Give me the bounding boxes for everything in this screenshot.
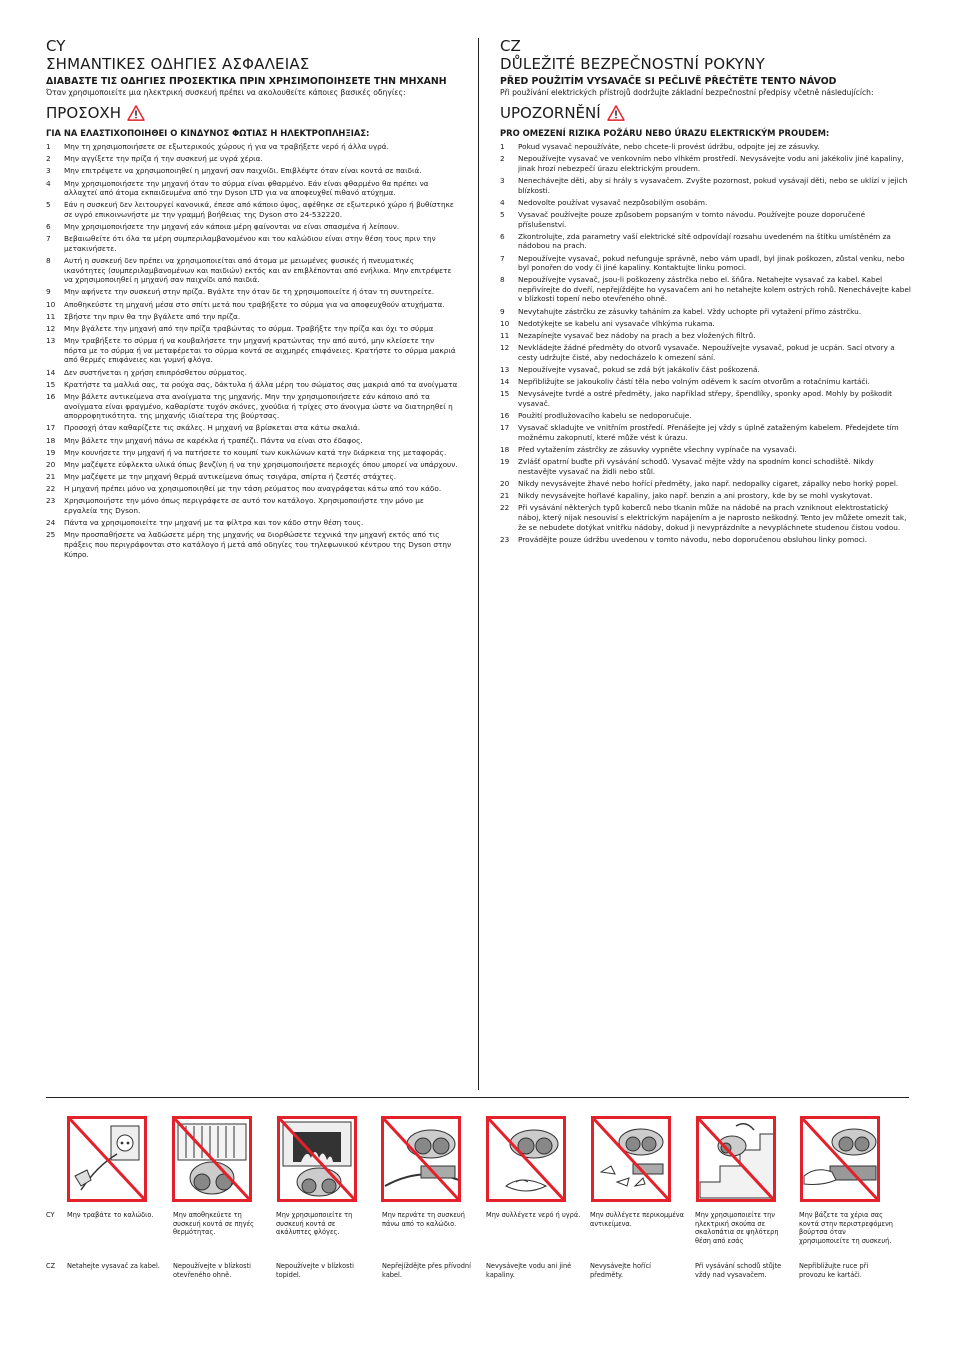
item-number: 2 xyxy=(500,154,505,164)
item-text: Εάν η συσκευή δεν λειτουργεί κανονικά, έπεσε από κάποιο ύψος, αφέθηκε σε εξωτερικό χώρο ή βυθίστηκε σε υγρό επικοινωνήστε με την γραμμή βοήθειας της Dyson στο 24-532220. xyxy=(64,200,454,219)
item-text: Προσοχή όταν καθαρίζετε τις σκάλες. Η μηχανή να βρίσκεται στα κάτω σκαλιά. xyxy=(64,423,361,433)
list-item xyxy=(46,154,458,164)
item-number: 15 xyxy=(500,389,510,399)
list-item xyxy=(500,343,912,362)
item-text: Μην βάλετε αντικείμενα στα ανοίγματα της μηχανής. Μην την χρησιμοποιήσετε εάν κάποιο από τα ανοίγματα είναι φραγμένο, καθαρίστε τυχόν σκόνες, χνούδια ή τρίχες στο άνοιγμα ώστε να διατηρηθεί η απορροφητικότητα. της μηχανής ιδιαίτερα της βούρτσας. xyxy=(64,391,453,421)
icon-caption: Nepřibližujte ruce při provozu ke kartáči. xyxy=(799,1262,869,1279)
list-item xyxy=(46,392,458,421)
item-text: Μην τραβήξετε το σύρμα ή να κουβαλήσετε την μηχανή κρατώντας την από αυτό, μην κλείσετε την πόρτα με το σύρμα ή να μεταφέρεται το σύρμα κοντά σε αιχμηρές επιφάνειες. Κρατήστε το σύρμα μακριά από θερμές επιφάνειες και γυμνή φλόγα. xyxy=(64,336,456,365)
column-divider xyxy=(478,38,479,1090)
item-number: 17 xyxy=(500,423,510,433)
item-number: 11 xyxy=(500,331,510,341)
no-use-near-fire-icon xyxy=(277,1116,357,1202)
list-item xyxy=(500,319,912,329)
item-number: 17 xyxy=(46,423,56,433)
item-number: 7 xyxy=(46,234,51,244)
list-item xyxy=(46,324,458,334)
list-item xyxy=(500,445,912,455)
section-subtitle: ΔΙΑΒΑΣΤΕ ΤΙΣ ΟΔΗΓΙΕΣ ΠΡΟΣΕΚΤΙΚΑ ΠΡΙΝ ΧΡΗΣΙΜΟΠΟΙΗΣΕΤΕ ΤΗΝ ΜΗΧΑΝΗ xyxy=(46,76,447,87)
item-number: 13 xyxy=(500,365,510,374)
list-item xyxy=(46,256,458,285)
item-number: 23 xyxy=(46,496,56,506)
item-number: 9 xyxy=(46,287,51,297)
item-number: 8 xyxy=(46,256,51,266)
item-number: 4 xyxy=(500,197,505,207)
item-number: 4 xyxy=(46,178,51,188)
intro-text: Όταν χρησιμοποιείτε μια ηλεκτρική συσκευή πρέπει να ακολουθείτε κάποιες βασικές οδηγίες: xyxy=(46,88,406,97)
icon-caption: Μην τραβάτε το καλώδιο. xyxy=(67,1211,154,1219)
item-text: Zvlášť opatrní buďte při vysávání schodů. Vysavač mějte vždy na spodním konci schodiště. Nikdy nestavějte vysavač na židli nebo stůl. xyxy=(518,457,874,476)
item-text: Μην μαζέψετε με την μηχανή θερμά αντικείμενα όπως τσιγάρα, σπίρτα ή ζεστές στάχτες. xyxy=(64,472,397,482)
section-divider xyxy=(46,1097,909,1098)
item-number: 6 xyxy=(46,222,51,232)
warning-label: UPOZORNĚNÍ xyxy=(500,104,601,122)
icon-caption: Netahejte vysavač za kabel. xyxy=(67,1262,160,1270)
caption-language-code: CZ xyxy=(46,1262,56,1270)
icon-caption: Nevysávejte hořící předměty. xyxy=(590,1262,652,1279)
list-item xyxy=(500,198,912,208)
warning-heading xyxy=(46,104,458,122)
list-item xyxy=(46,336,458,365)
item-text: Před vytažením zástrčky ze zásuvky vypněte všechny vypínače na vysavači. xyxy=(518,445,797,455)
item-text: Αυτή η συσκευή δεν πρέπει να χρησιμοποιείται από άτομα με μειωμένες φυσικές ή πνευματικές ικανότητες (συμπεριλαμβανομένων και παιδιών) εκτός και αν επιβλέπονται από ενήλικα. Μην επιτρέψετε να χρησιμοποιηθεί η μηχανή σαν παιχνίδι από παιδιά. xyxy=(64,256,452,285)
item-number: 1 xyxy=(500,142,505,151)
item-text: Nikdy nevysávejte hořlavé kapaliny, jako např. benzin a ani prostory, kde by se mohl vyskytovat. xyxy=(518,491,873,501)
item-number: 22 xyxy=(500,503,510,513)
list-item xyxy=(500,232,912,251)
list-item xyxy=(46,484,458,494)
item-number: 1 xyxy=(46,142,51,151)
list-item xyxy=(500,377,912,387)
item-text: Vysavač používejte pouze způsobem popsaným v tomto návodu. Používejte pouze doporučené příslušenství. xyxy=(518,209,866,229)
item-text: Κρατήστε τα μαλλιά σας, τα ρούχα σας, δάκτυλα ή άλλα μέρη του σώματος σας μακριά από τα ανοίγματα xyxy=(64,379,458,389)
item-number: 10 xyxy=(46,299,56,309)
item-text: Σβήστε την πριν θα την βγάλετε από την πρίζα. xyxy=(64,311,241,321)
list-item xyxy=(46,448,458,458)
item-number: 20 xyxy=(46,459,56,469)
item-number: 12 xyxy=(46,324,56,334)
list-item xyxy=(500,457,912,476)
list-item xyxy=(46,300,458,310)
list-item xyxy=(500,154,912,173)
item-number: 22 xyxy=(46,484,56,494)
icon-caption: Μην χρησιμοποιείτε τη συσκευή κοντά σε ακάλυπτες φλόγες. xyxy=(276,1211,353,1237)
item-number: 9 xyxy=(500,306,505,316)
section-subtitle: PŘED POUŽITÍM VYSAVAČE SI PEČLIVĚ PŘEČTĚTE TENTO NÁVOD xyxy=(500,76,837,87)
list-item xyxy=(46,460,458,470)
caption-language-code: CY xyxy=(46,1211,55,1219)
list-item xyxy=(46,312,458,322)
item-number: 24 xyxy=(46,518,56,528)
item-number: 25 xyxy=(46,530,56,540)
item-text: Provádějte pouze údržbu uvedenou v tomto návodu, nebo doporučenou obsluhou linky pomoci. xyxy=(518,534,868,544)
item-text: Δεν συστήνεται η χρήση επιπρόσθετου σύρματος. xyxy=(64,367,247,377)
item-text: Μην κουνήσετε την μηχανή ή να πατήσετε το κουμπί των κυκλώνων κατά την διάρκεια της μεταφοράς. xyxy=(64,447,447,457)
item-number: 3 xyxy=(500,175,505,185)
item-text: Μην χρησιμοποιήσετε την μηχανή όταν το σύρμα είναι φθαρμένο. Εάν είναι φθαρμένο θα πρέπει να αλλαχτεί από άτομα εκπαιδευμένα από την Dyson LTD για να αποφευχθεί πιθανό ατύχημα. xyxy=(64,178,429,198)
item-number: 7 xyxy=(500,253,505,263)
czech-section xyxy=(500,38,912,547)
safety-list xyxy=(500,142,912,544)
item-text: Μην τη χρησιμοποιήσετε σε εξωτερικούς χώρους ή για να τραβήξετε νερό ή άλλα υγρά. xyxy=(64,142,389,151)
item-text: Μην επιτρέψετε να χρησιμοποιηθεί η μηχανή σαν παιχνίδι. Επιβλέψτε όταν είναι κοντά σε παιδιά. xyxy=(64,166,422,176)
list-item xyxy=(46,380,458,390)
list-item xyxy=(500,331,912,341)
list-item xyxy=(500,389,912,408)
list-item xyxy=(500,503,912,532)
section-title: ΣΗΜΑΝΤΙΚΕΣ ΟΔΗΓΙΕΣ ΑΣΦΑΛΕΙΑΣ xyxy=(46,55,310,73)
item-number: 10 xyxy=(500,318,510,328)
list-item xyxy=(46,496,458,515)
list-item xyxy=(46,142,458,152)
item-number: 12 xyxy=(500,343,510,353)
item-number: 5 xyxy=(500,209,505,219)
list-item xyxy=(46,234,458,253)
language-code: CY xyxy=(46,37,66,55)
item-text: Nikdy nevysávejte žhavé nebo hořící předměty, jako např. nedopalky cigaret, zápalky nebo horký popel. xyxy=(518,479,899,489)
intro-text: Při používání elektrických přístrojů dodržujte základní bezpečnostní předpisy včetně následujících: xyxy=(500,88,874,97)
icon-caption: Nevysávejte vodu ani jiné kapaliny. xyxy=(486,1262,572,1279)
icon-caption: Μην χρησιμοποιείτε την ηλεκτρική σκούπα σε σκαλοπάτια σε ψηλότερη θέση από εσάς xyxy=(695,1211,779,1245)
greek-section xyxy=(46,38,458,562)
item-number: 13 xyxy=(46,336,56,346)
item-number: 5 xyxy=(46,200,51,210)
icon-caption: Μην συλλέγετε περικομμένα αντικείμενα. xyxy=(590,1211,684,1228)
item-number: 21 xyxy=(500,491,510,501)
list-item xyxy=(46,166,458,176)
item-text: Použití prodlužovacího kabelu se nedoporučuje. xyxy=(518,411,692,421)
warning-triangle-icon xyxy=(607,105,625,121)
language-code: CZ xyxy=(500,37,521,55)
list-item xyxy=(46,436,458,446)
item-number: 18 xyxy=(500,445,510,455)
list-item xyxy=(500,210,912,229)
icon-caption: Μην συλλέγετε νερό ή υγρά. xyxy=(486,1211,581,1219)
item-number: 21 xyxy=(46,472,56,482)
warning-heading xyxy=(500,104,912,122)
list-item xyxy=(46,179,458,198)
icon-caption: Μην περνάτε τη συσκευή πάνω από το καλώδιο. xyxy=(382,1211,465,1228)
icon-caption: Při vysávání schodů stůjte vždy nad vysavačem. xyxy=(695,1262,782,1279)
item-text: Nedotýkejte se kabelu ani vysavače vlhkýma rukama. xyxy=(518,318,715,328)
item-text: Nepřibližujte se jakoukoliv částí těla nebo volným oděvem k sacím otvorům a rotačnímu kartáči. xyxy=(518,377,870,387)
item-text: Zkontrolujte, zda parametry vaší elektrické sítě odpovídají rozsahu uvedeném na štítku umístěném za nádobou na prach. xyxy=(518,231,891,251)
icon-caption: Μην βάζετε τα χέρια σας κοντά στην περιστρεφόμενη βούρτσα όταν χρησιμοποιείτε τη συσκευή. xyxy=(799,1211,893,1245)
item-text: Βεβαιωθείτε ότι όλα τα μέρη συμπεριλαμβανομένου και του καλώδιου είναι στην θέση τους πριν την μετακινήσετε. xyxy=(64,234,436,253)
item-number: 15 xyxy=(46,379,56,389)
item-text: Nevkládejte žádné předměty do otvorů vysavače. Nepoužívejte vysavač, pokud je ucpán. Sací otvory a cesty udržujte čisté, aby nedocházelo k omezení sání. xyxy=(518,343,895,362)
item-text: Nezapínejte vysavač bez nádoby na prach a bez vložených filtrů. xyxy=(518,331,756,341)
item-text: Nenechávejte děti, aby si hrály s vysavačem. Zvyšte pozornost, pokud vysávají děti, nebo se uklízí v jejich blízkosti. xyxy=(518,175,908,195)
list-item xyxy=(500,307,912,317)
warning-subheading: ΓΙΑ ΝΑ ΕΛΑΣΤΙΧΟΠΟΙΗΘΕΙ Ο ΚΙΝΔΥΝΟΣ ΦΩΤΙΑΣ Η ΗΛΕΚΤΡΟΠΛΗΞΙΑΣ: xyxy=(46,128,370,138)
icon-caption: Nepřejíždějte přes přívodní kabel. xyxy=(382,1262,471,1279)
item-text: Nepoužívejte vysavač, pokud se zdá být jakákoliv část poškozená. xyxy=(518,365,760,374)
item-text: Μην μαζέψετε εύφλεκτα υλικά όπως βενζίνη ή να την χρησιμοποιήσετε περιοχές όπου μπορεί να υπάρχουν. xyxy=(64,459,458,469)
item-text: Pokud vysavač nepoužíváte, nebo chcete-li provést údržbu, odpojte jej ze zásuvky. xyxy=(518,142,820,151)
no-pull-plug-by-cord-icon xyxy=(67,1116,147,1202)
list-item xyxy=(500,365,912,375)
section-title: DŮLEŽITÉ BEZPEČNOSTNÍ POKYNY xyxy=(500,55,765,73)
item-text: Nepoužívejte vysavač, pokud nefunguje správně, nebo vám upadl, byl jinak poškozen, zůstal venku, nebo byl ponořen do vody či jiné kapaliny. Kontaktujte linku pomoci. xyxy=(518,253,905,273)
no-use-near-heater-icon xyxy=(172,1116,252,1202)
item-text: Πάντα να χρησιμοποιείτε την μηχανή με τα φίλτρα και τον κάδο στην θέση τους. xyxy=(64,518,364,528)
item-text: Při vysávání některých typů koberců nebo tkanin může na nádobě na prach vzniknout elektrostatický náboj, který nijak nesouvisí s elektrickým napájením a je naprosto neškodný. Tento jev můžete omezit tak, že se nebudete dotýkat vnitřku nádoby, dokud ji nevyprázdníte a nevypláchnete studenou čistou vodou. xyxy=(518,503,907,532)
prohibition-icons-row xyxy=(67,1116,912,1206)
item-number: 20 xyxy=(500,479,510,489)
no-hands-near-brushbar-icon xyxy=(800,1116,880,1202)
item-text: Μην προσπαθήσετε να λαδώσετε μέρη της μηχανής να διορθώσετε τεχνικά την μηχανή εκτός από τις πράξεις που περιγράφονται στο κατάλογο ή μετά από οδηγίες του τηλεφωνικού κέντρου της Dyson στην Κύπρο. xyxy=(64,530,452,559)
list-item xyxy=(500,176,912,195)
no-machine-above-on-stairs-icon xyxy=(696,1116,776,1202)
list-item xyxy=(500,275,912,304)
list-item xyxy=(46,287,458,297)
item-number: 16 xyxy=(46,391,56,401)
icon-caption: Nepoužívejte v blízkosti topidel. xyxy=(276,1262,354,1279)
item-text: Μην βγάλετε την μηχανή από την πρίζα τραβώντας το σύρμα. Τραβήξτε την πρίζα και όχι το σύρμα xyxy=(64,324,434,334)
item-text: Nevytahujte zástrčku ze zásuvky taháním za kabel. Vždy uchopte při vytažení přímo zástrčku. xyxy=(518,306,862,316)
item-text: Nedovolte používat vysavač nezpůsobilým osobám. xyxy=(518,197,708,207)
no-pick-up-sharp-objects-icon xyxy=(591,1116,671,1202)
item-number: 3 xyxy=(46,166,51,176)
item-number: 2 xyxy=(46,154,51,164)
item-text: Μην αγγίξετε την πρίζα ή την συσκευή με υγρά χέρια. xyxy=(64,154,263,164)
item-text: Μην αφήνετε την συσκευή στην πρίζα. Βγάλτε την όταν δε τη χρησιμοποιείτε ή όταν τη συντηρείτε. xyxy=(64,287,435,297)
warning-label: ΠΡΟΣΟΧΗ xyxy=(46,104,121,122)
item-number: 18 xyxy=(46,435,56,445)
item-number: 14 xyxy=(500,377,510,387)
icon-caption: Nepoužívejte v blízkosti otevřeného ohně. xyxy=(173,1262,251,1279)
item-number: 19 xyxy=(46,447,56,457)
item-number: 23 xyxy=(500,534,510,544)
item-number: 11 xyxy=(46,311,56,321)
list-item xyxy=(46,222,458,232)
item-text: Χρησιμοποιήστε την μόνο όπως περιγράφετε σε αυτό τον κατάλογο. Χρησιμοποιήστε την μόνο με εργαλεία της Dyson. xyxy=(64,496,424,516)
list-item xyxy=(46,200,458,219)
list-item xyxy=(500,535,912,545)
item-text: Nepoužívejte vysavač, jsou-li poškozeny zástrčka nebo el. šňůra. Netahejte vysavač za kabel. Kabel nepřivírejte do dveří, nepřejíždějte ho vysavačem ani ho netahejte kolem ostrých rohů. Nenechávejte kabel v blízkosti topení nebo otevřeného ohně. xyxy=(518,275,911,304)
item-text: Αποθηκεύστε τη μηχανή μέσα στο σπίτι μετά που τραβήξετε το σύρμα για να αποφευχθούν ατυχήματα. xyxy=(64,299,445,309)
list-item xyxy=(46,423,458,433)
list-item xyxy=(46,368,458,378)
item-text: Η μηχανή πρέπει μόνο να χρησιμοποιηθεί με την τάση ρεύματος που αναγράφεται κάτω από τον κάδο. xyxy=(64,484,442,494)
list-item xyxy=(500,411,912,421)
no-run-over-cord-icon xyxy=(381,1116,461,1202)
item-text: Vysavač skladujte ve vnitřním prostředí. Přenášejte jej vždy s úplně zataženým kabelem. Předejdete tím možnému zakopnutí, které může vést k úrazu. xyxy=(518,423,899,442)
item-text: Nepoužívejte vysavač ve venkovním nebo vlhkém prostředí. Nevysávejte vodu ani jakékoliv jiné kapaliny, jinak hrozí nebezpečí úrazu elektrickým proudem. xyxy=(518,154,904,173)
icon-caption: Μην αποθηκεύετε τη συσκευή κοντά σε πηγές θερμότητας. xyxy=(173,1211,255,1237)
list-item xyxy=(500,423,912,442)
list-item xyxy=(500,254,912,273)
no-pick-up-water-icon xyxy=(486,1116,566,1202)
item-text: Μην χρησιμοποιήσετε την μηχανή εάν κάποια μέρη φαίνονται να είναι σπασμένα ή λείπουν. xyxy=(64,222,400,232)
warning-subheading: PRO OMEZENÍ RIZIKA POŽÁRU NEBO ÚRAZU ELEKTRICKÝM PROUDEM: xyxy=(500,128,830,138)
list-item xyxy=(46,530,458,559)
list-item xyxy=(500,479,912,489)
item-number: 19 xyxy=(500,457,510,467)
item-text: Nevysávejte tvrdé a ostré předměty, jako například střepy, špendlíky, sponky apod. Mohly by poškodit vysavač. xyxy=(518,389,892,408)
item-number: 6 xyxy=(500,231,505,241)
item-number: 16 xyxy=(500,411,510,421)
list-item xyxy=(500,142,912,152)
warning-triangle-icon xyxy=(127,105,145,121)
safety-list xyxy=(46,142,458,559)
item-text: Μην βάλετε την μηχανή πάνω σε καρέκλα ή τραπέζι. Πάντα να είναι στο έδαφος. xyxy=(64,435,363,445)
list-item xyxy=(46,472,458,482)
list-item xyxy=(500,491,912,501)
list-item xyxy=(46,518,458,528)
item-number: 14 xyxy=(46,367,56,377)
item-number: 8 xyxy=(500,275,505,285)
